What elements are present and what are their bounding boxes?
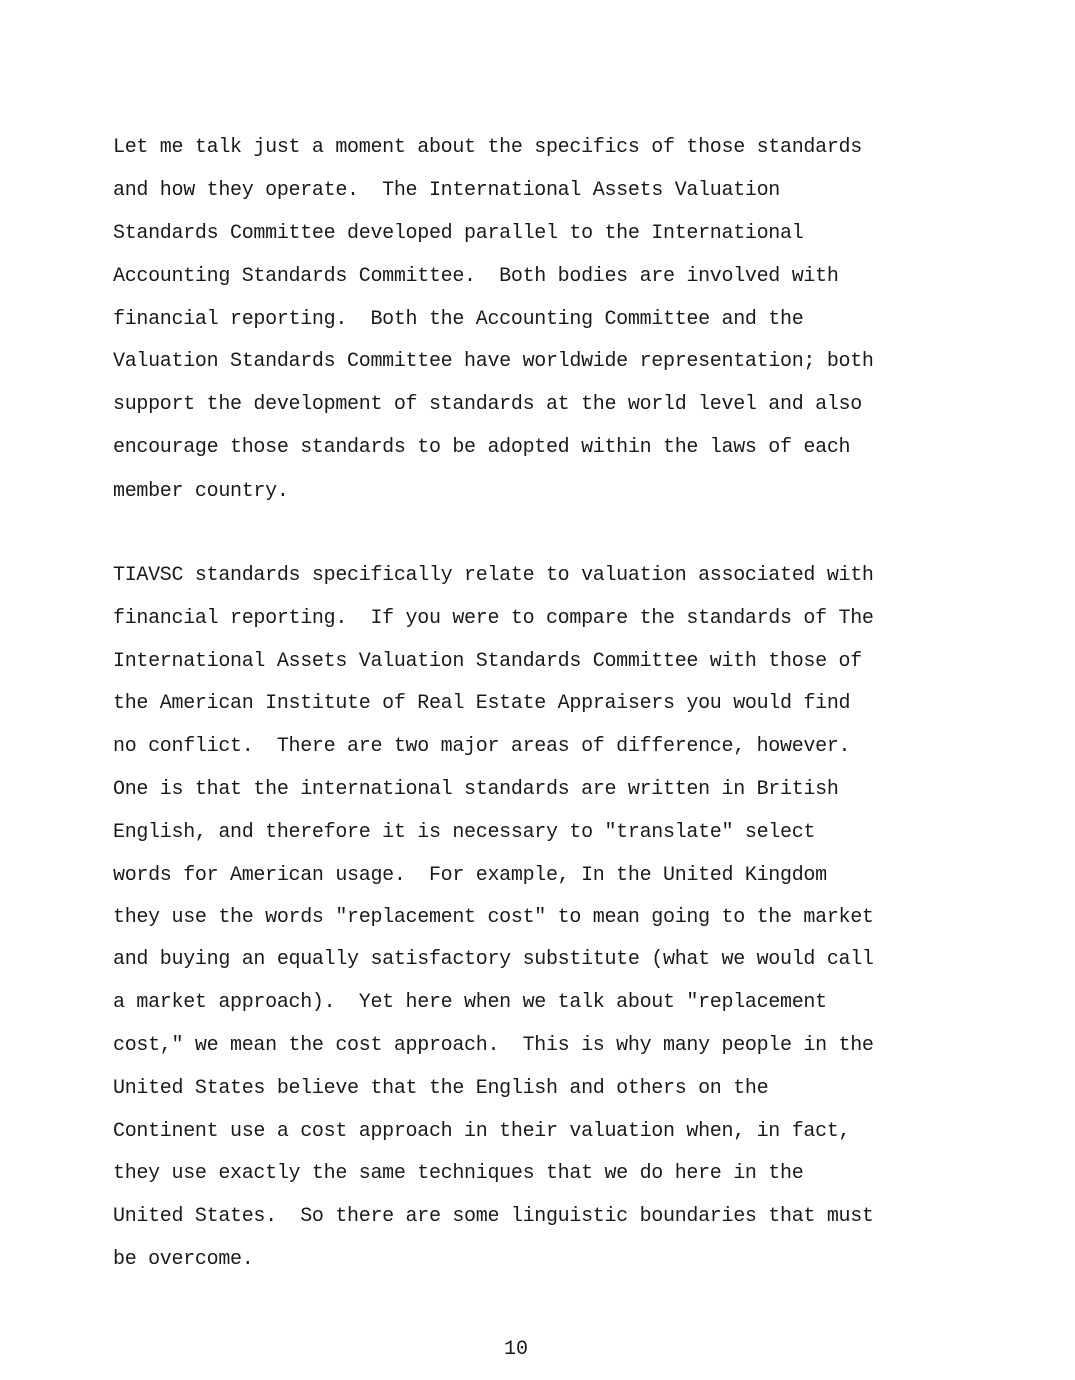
text-line: and buying an equally satisfactory substitute (what we would call [113, 948, 874, 971]
text-line: a market approach). Yet here when we talk about "replacement [113, 991, 827, 1014]
text-line: TIAVSC standards specifically relate to valuation associated with [113, 564, 874, 587]
text-line: financial reporting. Both the Accounting Committee and the [113, 308, 804, 331]
text-line: no conflict. There are two major areas of difference, however. [113, 735, 851, 758]
page-number: 10 [503, 1338, 528, 1361]
text-line: be overcome. [113, 1248, 254, 1271]
text-line: English, and therefore it is necessary to "translate" select [113, 821, 816, 844]
text-line: member country. [113, 480, 289, 503]
text-line: and how they operate. The International Assets Valuation [113, 179, 781, 202]
text-line: encourage those standards to be adopted within the laws of each [113, 436, 851, 459]
text-line: the American Institute of Real Estate Appraisers you would find [113, 692, 851, 715]
text-line: cost," we mean the cost approach. This is why many people in the [113, 1034, 874, 1057]
text-line: Let me talk just a moment about the specifics of those standards [113, 136, 862, 159]
text-line: United States. So there are some linguistic boundaries that must [113, 1205, 874, 1228]
text-line: Accounting Standards Committee. Both bodies are involved with [113, 265, 839, 288]
text-line: Standards Committee developed parallel to the International [113, 222, 804, 245]
text-line: financial reporting. If you were to compare the standards of The [113, 607, 874, 630]
text-line: International Assets Valuation Standards Committee with those of [113, 650, 862, 673]
text-line: One is that the international standards are written in British [113, 778, 839, 801]
text-line: Valuation Standards Committee have worldwide representation; both [113, 350, 874, 373]
text-line: United States believe that the English and others on the [113, 1077, 769, 1100]
text-line: they use exactly the same techniques that we do here in the [113, 1162, 804, 1185]
text-line: words for American usage. For example, In the United Kingdom [113, 864, 827, 887]
text-line: they use the words "replacement cost" to mean going to the market [113, 906, 874, 929]
text-line: support the development of standards at the world level and also [113, 393, 862, 416]
text-line: Continent use a cost approach in their valuation when, in fact, [113, 1120, 851, 1143]
